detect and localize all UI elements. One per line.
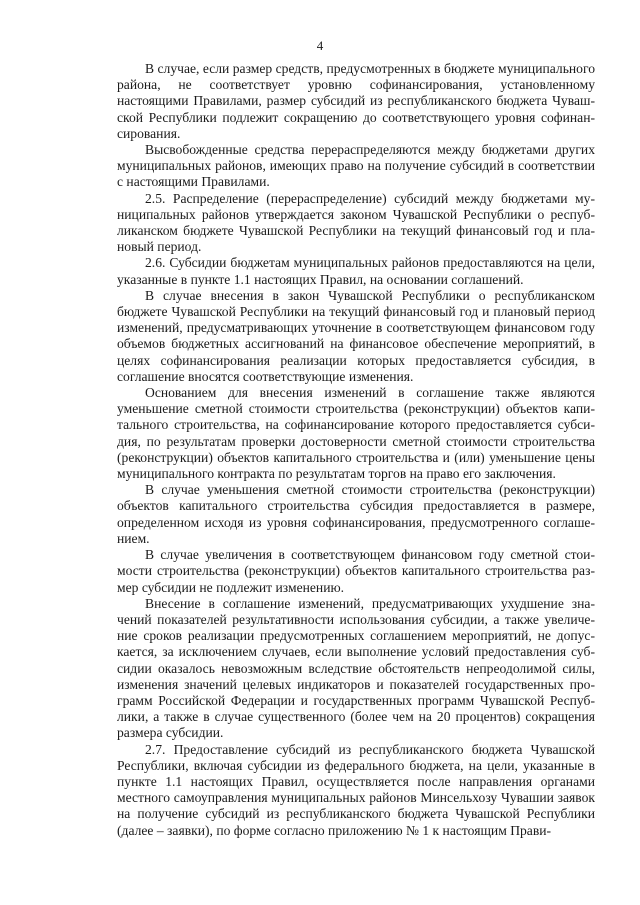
- paragraph: 2.7. Предоставление субсидий из республиканского бюджета Чувашской Республики, включая субсидии из федерального бюджета, на цели, указанные в пункте 1.1 настоящих Правил, осуществляется после направления органами местного самоуправления муниципальных районов Минсельхозу Чувашии заявок на получение субсидий из республиканского бюджета Чувашской Республики (далее – заявки), по форме согласно приложению № 1 к настоящим Прави-: [117, 741, 595, 838]
- paragraph: Высвобожденные средства перераспределяются между бюджетами других муниципальных районов, имеющих право на получение субсидий в соответствии с настоящими Правилами.: [117, 142, 595, 190]
- paragraph: В случае уменьшения сметной стоимости строительства (реконструкции) объектов капитального строительства субсидия предоставляется в размере, определенном исходя из уровня софинансирования, предусмотренного соглашением.: [117, 482, 595, 546]
- paragraph: Основанием для внесения изменений в соглашение также являются уменьшение сметной стоимости строительства (реконструкции) объектов капитального строительства, на софинансирование которого предоставляется субсидия, по результатам проверки достоверности сметной стоимости строительства (реконструкции) объектов капитального строительства и (или) уменьшение цены муниципального контракта по результатам торгов на право его заключения.: [117, 385, 595, 482]
- paragraph: В случае внесения в закон Чувашской Республики о республиканском бюджете Чувашской Республики на текущий финансовый год и плановый период изменений, предусматривающих уточнение в соответствующем финансовом году объемов бюджетных ассигнований на финансовое обеспечение мероприятий, в целях софинансирования реализации которых предоставляется субсидия, в соглашение вносятся соответствующие изменения.: [117, 287, 595, 384]
- paragraph: 2.6. Субсидии бюджетам муниципальных районов предоставляются на цели, указанные в пункте 1.1 настоящих Правил, на основании соглашений.: [117, 255, 595, 287]
- page-number: 4: [316, 38, 324, 53]
- paragraph: Внесение в соглашение изменений, предусматривающих ухудшение значений показателей результативности использования субсидии, а также увеличение сроков реализации предусмотренных соглашением мероприятий, не допускается, за исключением случаев, если выполнение условий предоставления субсидии оказалось невозможным вследствие обстоятельств непреодолимой силы, изменения значений целевых индикаторов и показателей государственных программ Российской Федерации и государственных программ Чувашской Республики, а также в случае существенного (более чем на 20 процентов) сокращения размера субсидии.: [117, 595, 595, 741]
- document-body: [117, 61, 595, 839]
- paragraph: В случае, если размер средств, предусмотренных в бюджете муниципального района, не соответствует уровню софинансирования, установленному настоящими Правилами, размер субсидий из республиканского бюджета Чувашской Республики подлежит сокращению до соответствующего уровня софинансирования.: [117, 61, 595, 141]
- paragraph: 2.5. Распределение (перераспределение) субсидий между бюджетами муниципальных районов утверждается законом Чувашской Республики о республиканском бюджете Чувашской Республики на текущий финансовый год и плановый период.: [117, 190, 595, 255]
- paragraph: В случае увеличения в соответствующем финансовом году сметной стоимости строительства (реконструкции) объектов капитального строительства размер субсидии не подлежит изменению.: [117, 547, 595, 595]
